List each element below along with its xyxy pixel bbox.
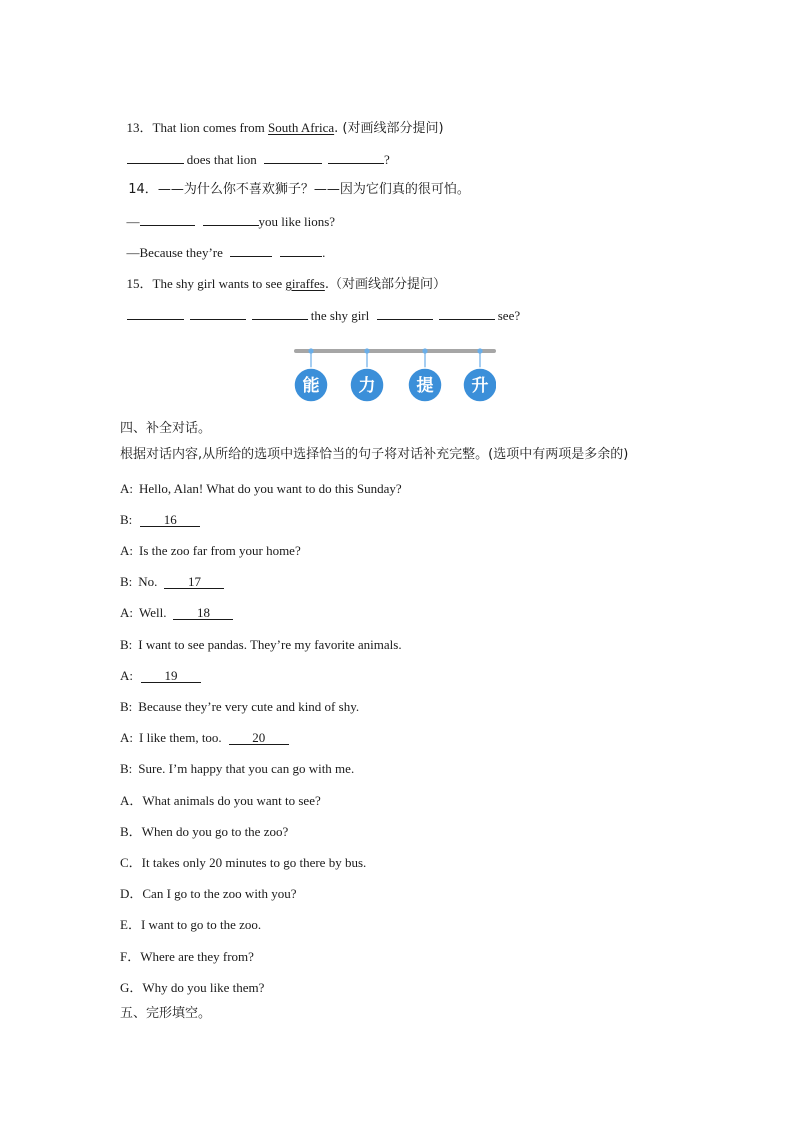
option-letter: A．	[120, 793, 143, 808]
option-letter: G．	[120, 980, 143, 995]
section4-title: 四、补全对话。	[120, 421, 212, 436]
option-letter: E．	[120, 917, 141, 932]
q13-answer-mid: does that lion	[183, 152, 261, 167]
answer-blank[interactable]	[252, 307, 308, 320]
q14-answer-line-1	[120, 197, 335, 230]
option-item	[120, 824, 288, 840]
banner-dot	[308, 348, 313, 353]
dialogue-blank-17[interactable]: 17	[164, 575, 224, 589]
option-letter: C．	[120, 855, 142, 870]
banner-char: 能	[302, 376, 320, 396]
dialogue-speaker: A:	[120, 543, 133, 558]
dialogue-blank-16[interactable]: 16	[140, 513, 200, 527]
option-letter: D．	[120, 886, 143, 901]
q15-underlined-word: giraffes	[285, 276, 325, 291]
q13-text-pre: That lion comes from	[152, 120, 269, 135]
option-item	[120, 980, 264, 996]
banner-char: 提	[416, 376, 434, 396]
option-item	[120, 855, 366, 871]
option-text: What animals do you want to see?	[142, 793, 321, 808]
option-text: It takes only 20 minutes to go there by bus.	[141, 855, 367, 870]
option-item	[120, 793, 321, 809]
dialogue-text: Sure. I’m happy that you can go with me.	[138, 761, 355, 776]
q14-answer-line-2	[120, 228, 325, 261]
q15-text-post: .（对画线部分提问）	[324, 277, 446, 292]
q13-answer-end: ?	[384, 152, 390, 167]
answer-blank[interactable]	[264, 151, 322, 164]
q14-line2-start: —Because they’re	[126, 245, 227, 260]
q13-question	[120, 104, 444, 137]
dialogue-line	[120, 605, 233, 621]
dialogue-text: I want to see pandas. They’re my favorite animals.	[138, 637, 402, 652]
dialogue-speaker: B:	[120, 699, 133, 714]
answer-blank[interactable]	[190, 307, 246, 320]
option-text: Where are they from?	[140, 949, 254, 964]
banner-bar	[294, 349, 496, 353]
q15-question	[120, 260, 446, 293]
dialogue-text: Is the zoo far from your home?	[139, 543, 301, 558]
dialogue-line	[120, 574, 224, 590]
q15-answer-mid: the shy girl	[307, 308, 373, 323]
banner-dot	[422, 348, 427, 353]
dialogue-line	[120, 761, 354, 777]
banner-dot	[364, 348, 369, 353]
dialogue-speaker: B:	[120, 574, 133, 589]
answer-blank[interactable]	[280, 244, 322, 257]
dialogue-text: Well.	[139, 605, 167, 620]
banner-char: 力	[358, 376, 376, 396]
q14-dash: —	[126, 214, 140, 229]
answer-blank[interactable]	[377, 307, 433, 320]
dialogue-blank-18[interactable]: 18	[173, 606, 233, 620]
q13-answer-line	[120, 135, 390, 168]
option-letter: B．	[120, 824, 142, 839]
q14-line1-end: you like lions?	[258, 214, 336, 229]
answer-blank[interactable]	[328, 151, 384, 164]
answer-blank[interactable]	[203, 213, 259, 226]
q15-text-pre: The shy girl wants to see	[152, 276, 286, 291]
q15-answer-line	[120, 291, 520, 324]
dialogue-speaker: A:	[120, 730, 133, 745]
dialogue-speaker: A:	[120, 605, 133, 620]
dialogue-line	[120, 543, 301, 559]
dialogue-speaker: A:	[120, 481, 133, 496]
dialogue-line	[120, 512, 200, 528]
option-text: Why do you like them?	[142, 980, 265, 995]
dialogue-line	[120, 730, 289, 746]
section4-instruction: 根据对话内容,从所给的选项中选择恰当的句子将对话补充完整。(选项中有两项是多余的)	[120, 447, 629, 462]
dialogue-blank-20[interactable]: 20	[229, 731, 289, 745]
dialogue-text: Hello, Alan! What do you want to do this Sunday?	[139, 481, 402, 496]
q13-underlined-phrase: South Africa	[268, 120, 335, 135]
dialogue-line	[120, 637, 402, 653]
dialogue-text: No.	[138, 574, 158, 589]
dialogue-speaker: A:	[120, 668, 133, 683]
option-item	[120, 886, 297, 902]
dialogue-line	[120, 481, 402, 497]
option-text: When do you go to the zoo?	[141, 824, 289, 839]
ability-banner	[294, 346, 496, 404]
dialogue-speaker: B:	[120, 512, 133, 527]
answer-blank[interactable]	[127, 151, 184, 164]
q14-line2-end: .	[322, 245, 326, 260]
answer-blank[interactable]	[230, 244, 272, 257]
option-letter: F．	[120, 949, 141, 964]
option-item	[120, 917, 261, 933]
answer-blank[interactable]	[127, 307, 184, 320]
option-item	[120, 949, 254, 965]
q14-prompt: ——为什么你不喜欢狮子？——因为它们真的很可怕。	[157, 182, 470, 197]
q14-question	[120, 166, 470, 198]
dialogue-text: Because they’re very cute and kind of shy.	[138, 699, 360, 714]
banner-char: 升	[471, 376, 489, 396]
q13-number: 13．	[126, 120, 153, 135]
q15-answer-end: see?	[494, 308, 521, 323]
option-text: I want to go to the zoo.	[140, 917, 262, 932]
option-text: Can I go to the zoo with you?	[142, 886, 297, 901]
dialogue-speaker: B:	[120, 761, 133, 776]
banner-dot	[477, 348, 482, 353]
q13-text-post: . (对画线部分提问)	[334, 121, 444, 136]
dialogue-line	[120, 699, 359, 715]
answer-blank[interactable]	[439, 307, 495, 320]
dialogue-text: I like them, too.	[139, 730, 222, 745]
answer-blank[interactable]	[140, 213, 195, 226]
q15-number: 15．	[126, 276, 153, 291]
dialogue-speaker: B:	[120, 637, 133, 652]
dialogue-line	[120, 668, 201, 684]
q14-number: 14．	[128, 182, 158, 197]
section5-title: 五、完形填空。	[120, 1006, 212, 1021]
dialogue-blank-19[interactable]: 19	[141, 669, 201, 683]
